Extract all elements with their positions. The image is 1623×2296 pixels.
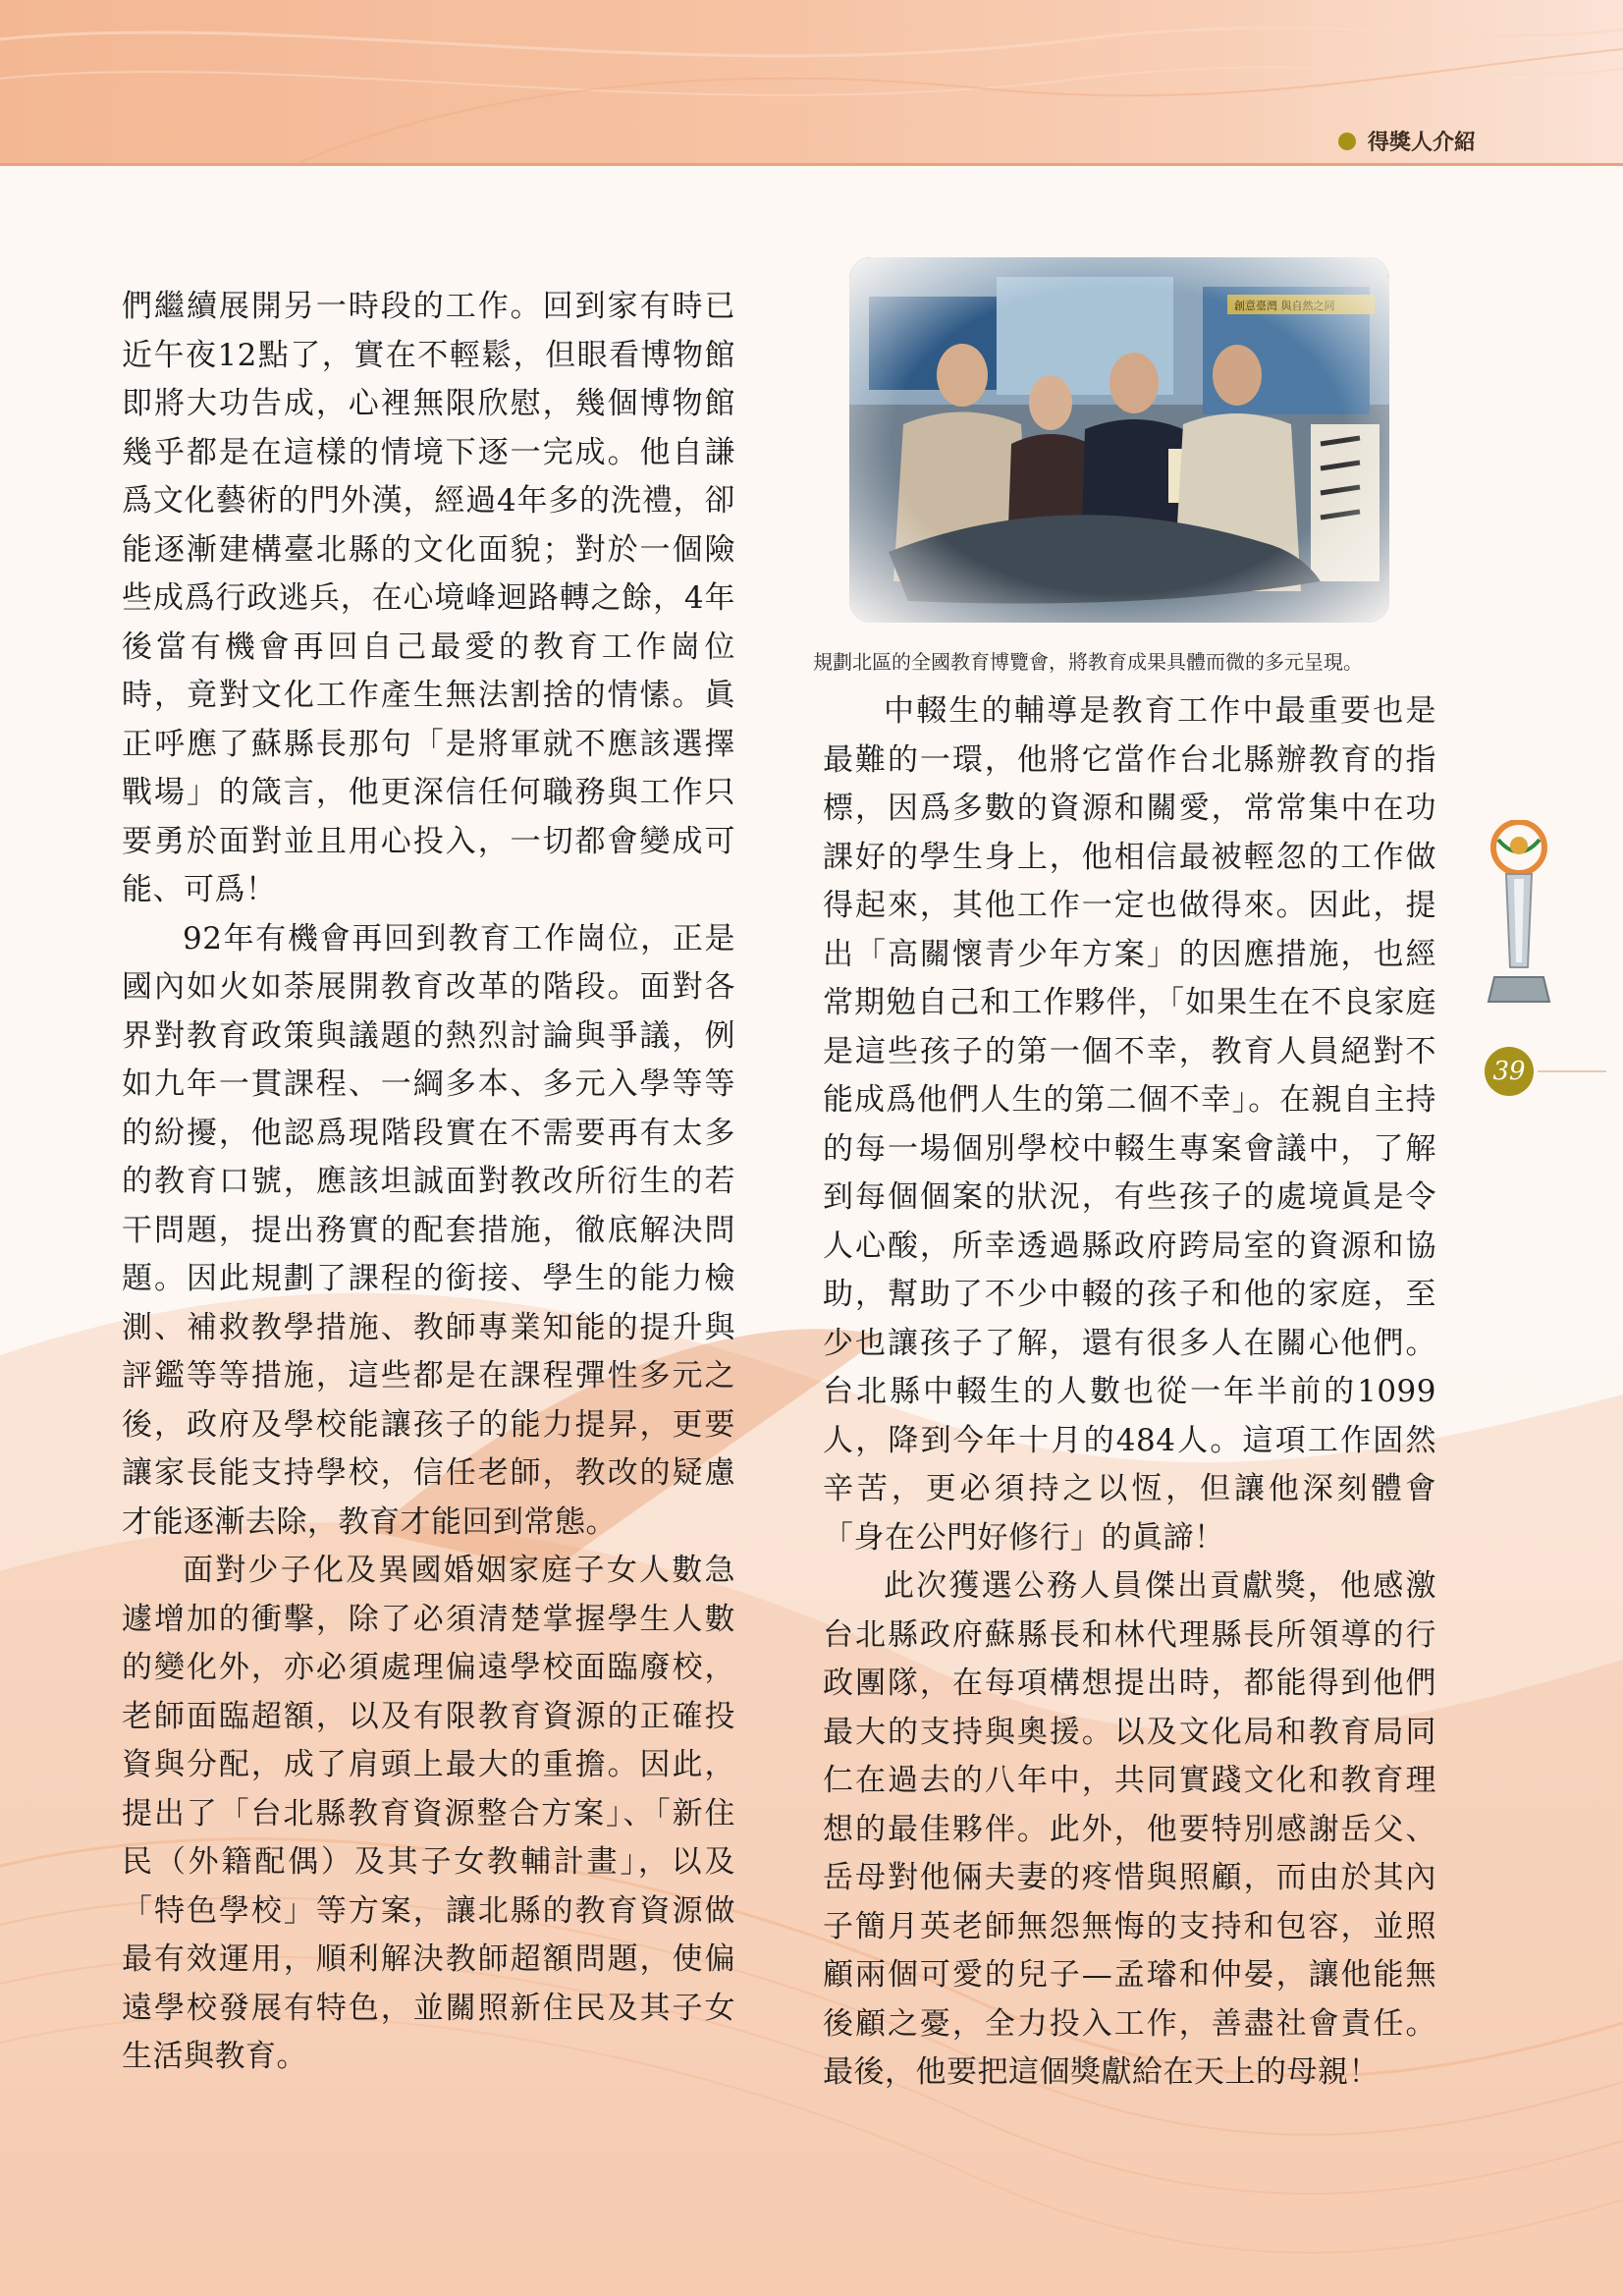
section-label xyxy=(1338,126,1476,156)
paragraph: 中輟生的輔導是教育工作中最重要也是最難的一環，他將它當作台北縣辦教育的指標，因爲多數的資源和關愛，常常集中在功課好的學生身上，他相信最被輕忽的工作做得起來，其他工作一定也做得來。因此，提出「高關懷青少年方案」的因應措施，也經常期勉自己和工作夥伴，「如果生在不良家庭是這些孩子的第一個不幸，教育人員絕對不能成爲他們人生的第二個不幸」。在親自主持的每一場個別學校中輟生專案會議中，了解到每個個案的狀況，有些孩子的處境眞是令人心酸，所幸透過縣政府跨局室的資源和協助，幫助了不少中輟的孩子和他的家庭，至少也讓孩子了解，還有很多人在關心他們。台北縣中輟生的人數也從一年半前的1099人，降到今年十月的484人。這項工作固然辛苦，更必須持之以恆，但讓他深刻體會「身在公門好修行」的眞諦！ xyxy=(823,693,1436,1556)
paragraph: 們繼續展開另一時段的工作。回到家有時已近午夜12點了，實在不輕鬆，但眼看博物館即將大功告成，心裡無限欣慰，幾個博物館幾乎都是在這樣的情境下逐一完成。他自謙爲文化藝術的門外漢，經過4年多的洗禮，卻能逐漸建構臺北縣的文化面貌；對於一個險些成爲行政逃兵，在心境峰迴路轉之餘，4年後當有機會再回自己最愛的教育工作崗位時，竟對文化工作產生無法割捨的情愫。眞正呼應了蘇縣長那句「是將軍就不應該選擇戰場」的箴言，他更深信任何職務與工作只要勇於面對並且用心投入，一切都會變成可能、可爲！ xyxy=(122,289,735,907)
section-label-text: 得獎人介紹 xyxy=(1367,131,1476,155)
paragraph: 此次獲選公務人員傑出貢獻獎，他感激台北縣政府蘇縣長和林代理縣長所領導的行政團隊，在每項構想提出時，都能得到他們最大的支持與奧援。以及文化局和教育局同仁在過去的八年中，共同實踐文化和教育理想的最佳夥伴。此外，他要特別感謝岳父、岳母對他倆夫妻的疼惜與照顧，而由於其內子簡月英老師無怨無悔的支持和包容，並照顧兩個可愛的兒子—孟璿和仲晏，讓他能無後顧之憂，全力投入工作，善盡社會責任。最後，他要把這個獎獻給在天上的母親！ xyxy=(823,1568,1436,2090)
page-number-rule xyxy=(1538,1070,1606,1072)
bullet-dot-icon xyxy=(1338,133,1356,150)
left-column xyxy=(122,283,735,2082)
right-column xyxy=(823,687,1436,2098)
paragraph: 面對少子化及異國婚姻家庭子女人數急遽增加的衝擊，除了必須清楚掌握學生人數的變化外，亦必須處理偏遠學校面臨廢校，老師面臨超額，以及有限教育資源的正確投資與分配，成了肩頭上最大的重擔。因此，提出了「台北縣教育資源整合方案」、「新住民（外籍配偶）及其子女教輔計畫」，以及「特色學校」等方案，讓北縣的教育資源做最有效運用，順利解決教師超額問題，使偏遠學校發展有特色，並關照新住民及其子女生活與教育。 xyxy=(122,1553,735,2074)
trophy-icon xyxy=(1477,820,1561,1016)
page-number: 39 xyxy=(1485,1047,1534,1096)
event-photo xyxy=(849,257,1389,623)
header-divider xyxy=(0,163,1623,166)
paragraph: 92年有機會再回到教育工作崗位，正是國內如火如荼展開教育改革的階段。面對各界對教育政策與議題的熱烈討論與爭議，例如九年一貫課程、一綱多本、多元入學等等的紛擾，他認爲現階段實在不需要再有太多的教育口號，應該坦誠面對教改所衍生的若干問題，提出務實的配套措施，徹底解決問題。因此規劃了課程的銜接、學生的能力檢測、補救教學措施、教師專業知能的提升與評鑑等等措施，這些都是在課程彈性多元之後，政府及學校能讓孩子的能力提昇，更要讓家長能支持學校，信任老師，教改的疑慮才能逐漸去除，教育才能回到常態。 xyxy=(122,920,735,1540)
photo-caption: 規劃北區的全國教育博覽會，將教育成果具體而微的多元呈現。 xyxy=(813,650,1363,674)
